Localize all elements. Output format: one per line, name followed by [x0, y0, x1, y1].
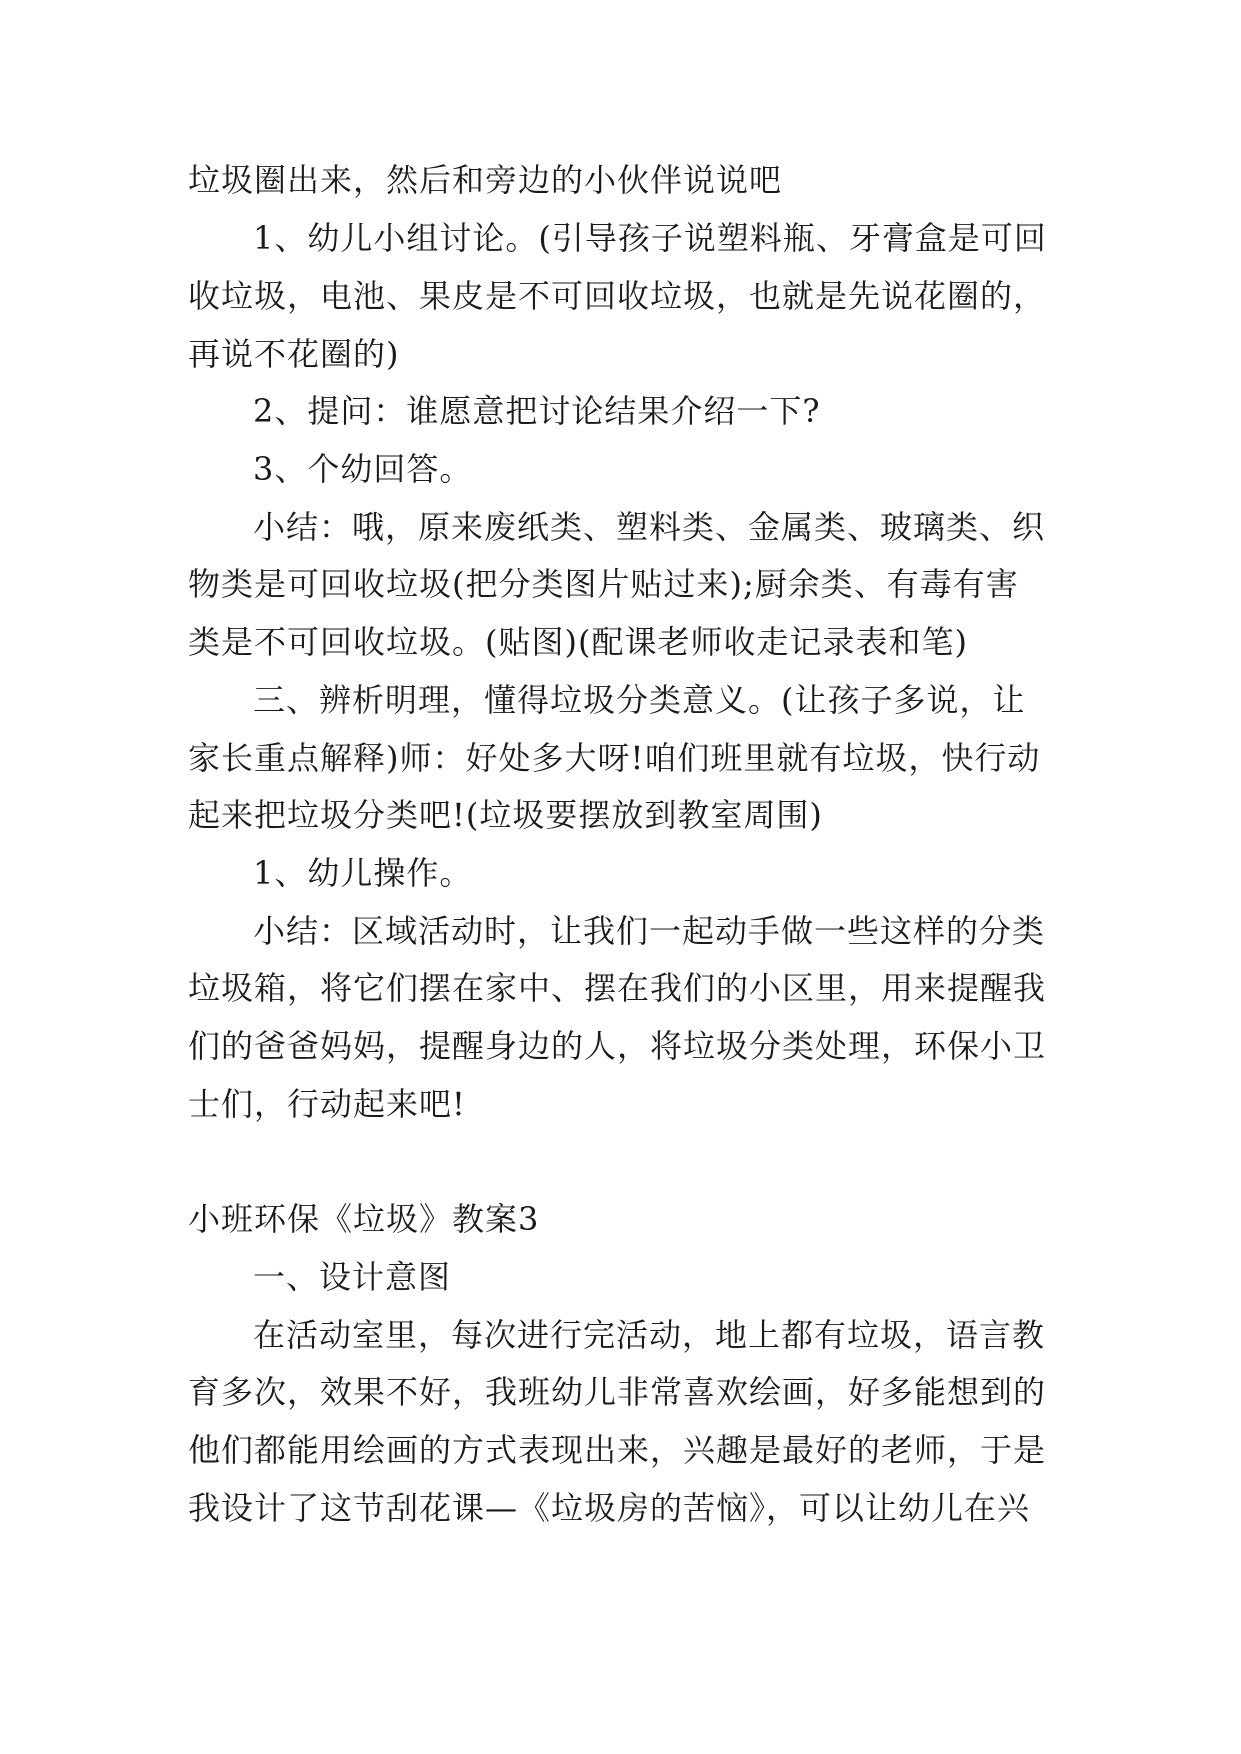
text-line: 起来把垃圾分类吧!(垃圾要摆放到教室周围)	[188, 796, 823, 834]
text-line: 小结：区域活动时，让我们一起动手做一些这样的分类	[253, 912, 1046, 950]
text-line: 1、幼儿小组讨论。(引导孩子说塑料瓶、牙膏盒是可回	[253, 219, 1047, 257]
text-line: 收垃圾，电池、果皮是不可回收垃圾，也就是先说花圈的，	[188, 277, 1047, 315]
section-heading: 一、设计意图	[253, 1258, 452, 1296]
text-line: 小结：哦，原来废纸类、塑料类、金属类、玻璃类、织	[253, 508, 1046, 546]
text-line: 育多次，效果不好，我班幼儿非常喜欢绘画，好多能想到的	[188, 1373, 1047, 1411]
text-line: 类是不可回收垃圾。(贴图)(配课老师收走记录表和笔)	[188, 623, 968, 661]
text-line: 他们都能用绘画的方式表现出来，兴趣是最好的老师，于是	[188, 1431, 1047, 1469]
text-line: 三、辨析明理，懂得垃圾分类意义。(让孩子多说，让	[253, 681, 1026, 719]
text-line: 垃圾箱，将它们摆在家中、摆在我们的小区里，用来提醒我	[188, 969, 1047, 1007]
text-line: 我设计了这节刮花课—《垃圾房的苦恼》，可以让幼儿在兴	[188, 1489, 1031, 1527]
text-line: 在活动室里，每次进行完活动，地上都有垃圾，语言教	[253, 1316, 1046, 1354]
text-line: 们的爸爸妈妈，提醒身边的人，将垃圾分类处理，环保小卫	[188, 1027, 1047, 1065]
text-line: 3、个幼回答。	[253, 450, 473, 488]
text-line: 2、提问：谁愿意把讨论结果介绍一下?	[253, 392, 821, 430]
text-line: 再说不花圈的)	[188, 335, 400, 373]
text-line: 1、幼儿操作。	[253, 854, 473, 892]
text-line: 物类是可回收垃圾(把分类图片贴过来);厨余类、有毒有害	[188, 565, 1019, 603]
text-line: 士们，行动起来吧!	[188, 1085, 466, 1123]
text-line: 家长重点解释)师：好处多大呀!咱们班里就有垃圾，快行动	[188, 739, 1041, 777]
text-line: 垃圾圈出来，然后和旁边的小伙伴说说吧	[188, 161, 783, 199]
section-title: 小班环保《垃圾》教案3	[188, 1200, 540, 1238]
